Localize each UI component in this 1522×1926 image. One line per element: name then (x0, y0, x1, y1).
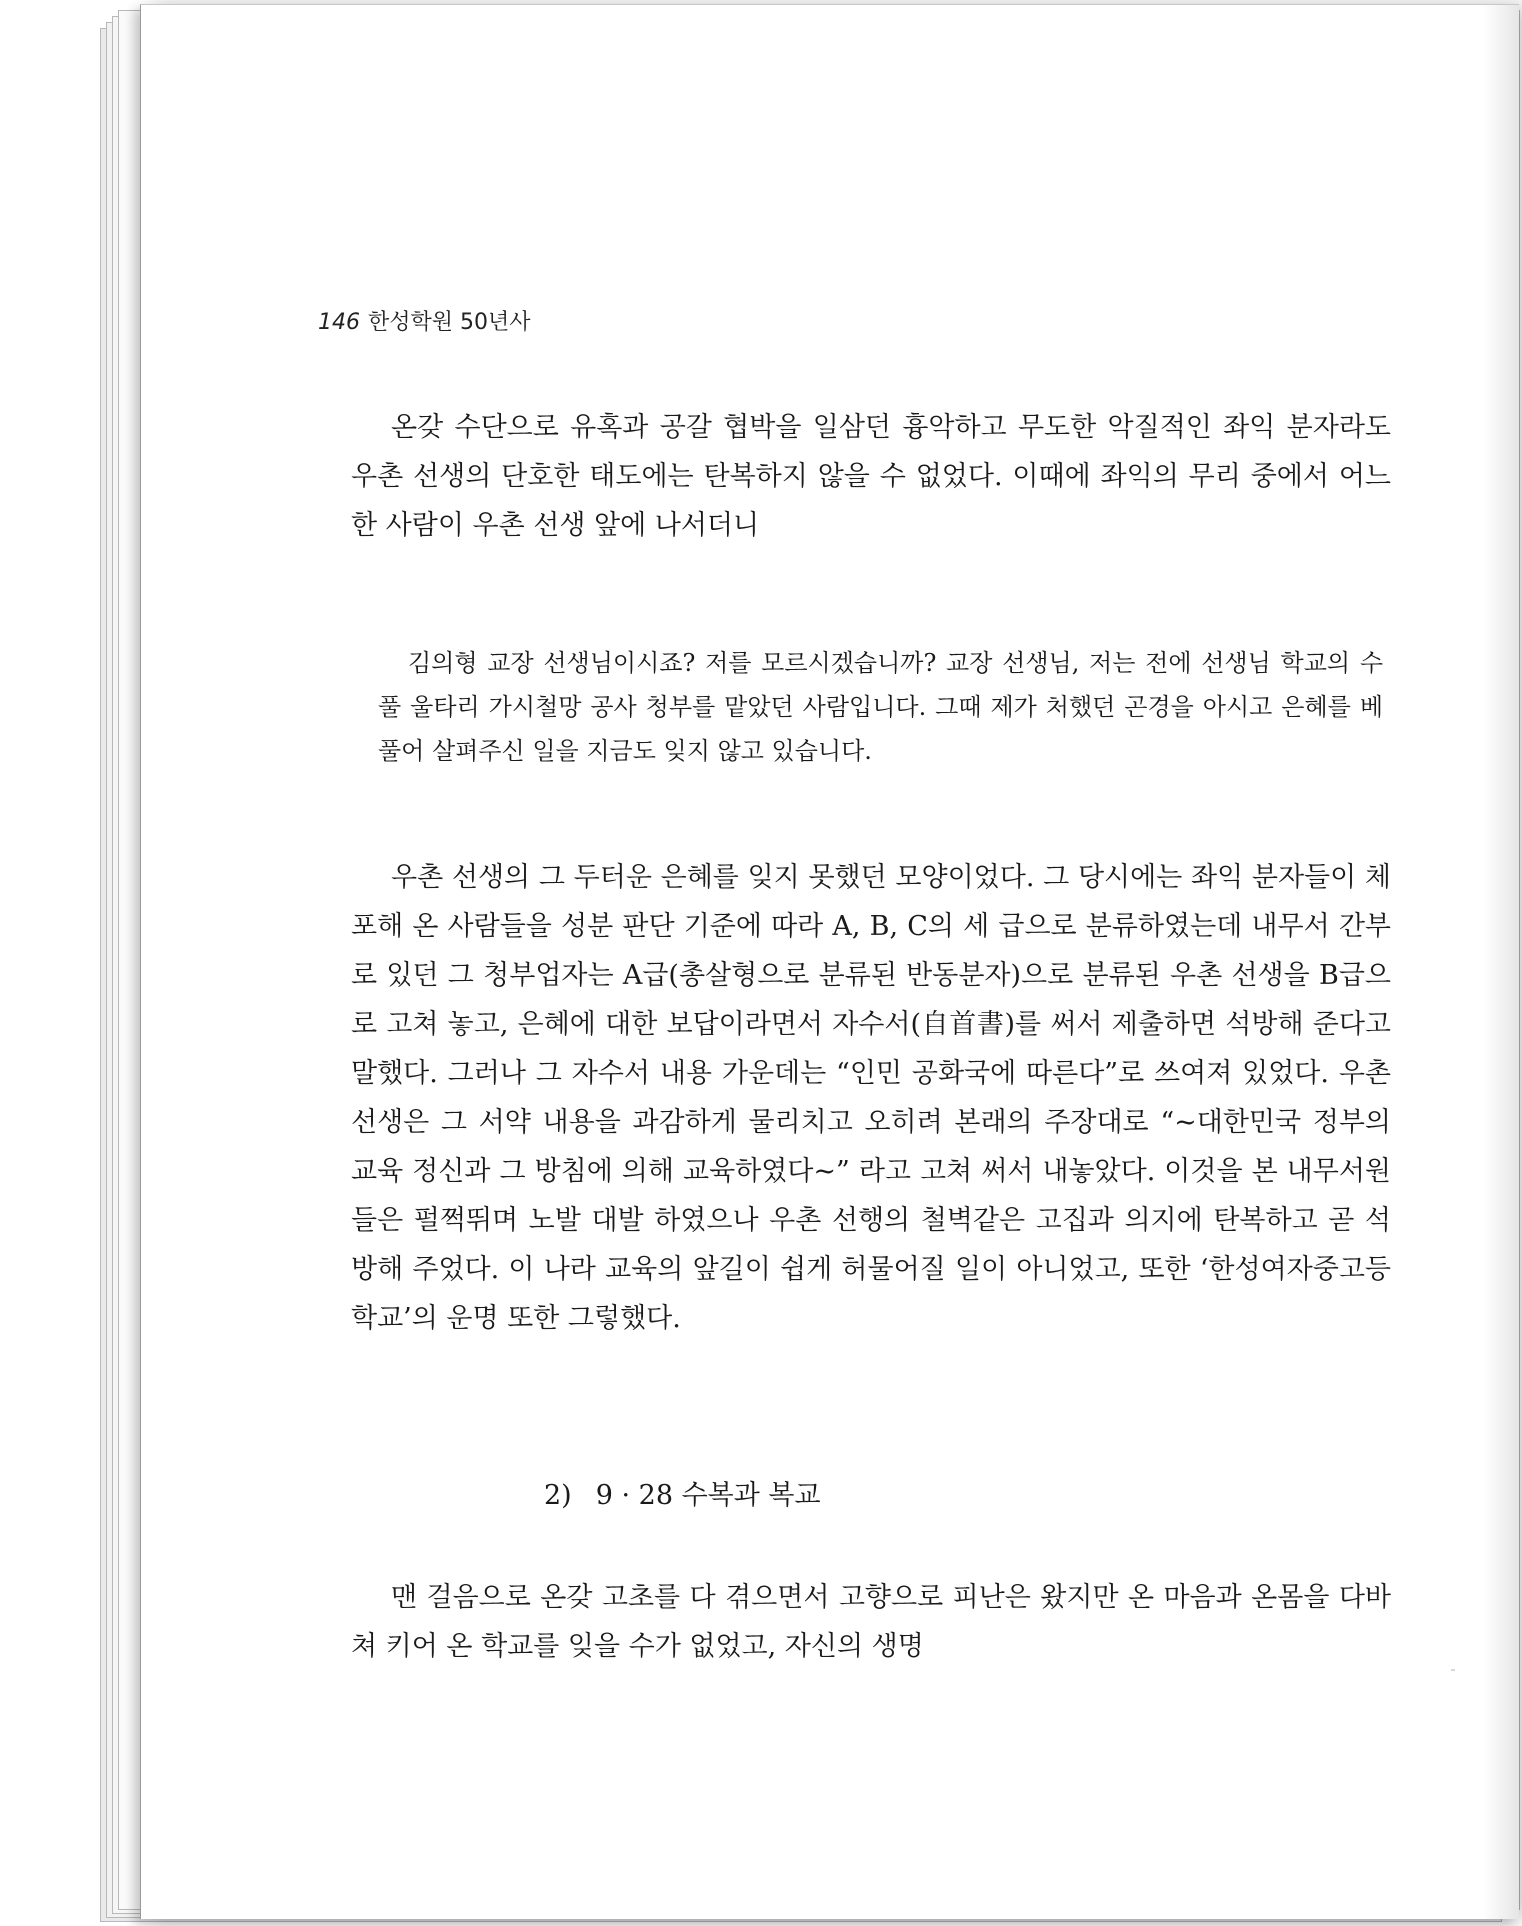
quoted-speech: 김의형 교장 선생님이시죠? 저를 모르시겠습니까? 교장 선생님, 저는 전에 선생님 학교의 수풀 울타리 가시철망 공사 청부를 맡았던 사람입니다. 그때 제가 처했던 곤경을 아시고 은혜를 베풀어 살펴주신 일을 지금도 잊지 않고 있습니다. (378, 649, 1383, 765)
paragraph-2 (351, 853, 1391, 1343)
section-heading (544, 1473, 821, 1512)
page-number: 146 (318, 310, 360, 335)
book-page (140, 4, 1519, 1919)
paragraph-1 (351, 403, 1391, 550)
scan-speck (1451, 1669, 1455, 1671)
paragraph-text: 우촌 선생의 그 두터운 은혜를 잊지 못했던 모양이었다. 그 당시에는 좌익 분자들이 체포해 온 사람들을 성분 판단 기준에 따라 A, B, C의 세 급으로 분류하였는데 내무서 간부로 있던 그 청부업자는 A급(총살형으로 분류된 반동분자)으로 분류된 우촌 선생을 B급으로 고쳐 놓고, 은혜에 대한 보답이라면서 자수서(自首書)를 써서 제출하면 석방해 준다고 말했다. 그러나 그 자수서 내용 가운데는 “인민 공화국에 따른다”로 쓰여져 있었다. 우촌 선생은 그 서약 내용을 과감하게 물리치고 오히려 본래의 주장대로 “~대한민국 정부의 교육 정신과 그 방침에 의해 교육하였다~” 라고 고쳐 써서 내놓았다. 이것을 본 내무서원들은 펄쩍뛰며 노발 대발 하였으나 우촌 선행의 철벽같은 고집과 의지에 탄복하고 곧 석방해 주었다. 이 나라 교육의 앞길이 쉽게 허물어질 일이 아니었고, 또한 ‘한성여자중고등학교’의 운명 또한 그렇했다. (351, 862, 1391, 1334)
page-shadow (1483, 5, 1519, 1919)
paragraph-3 (351, 1573, 1391, 1671)
section-title: 9 · 28 수복과 복교 (595, 1480, 821, 1511)
running-head (318, 305, 531, 336)
book-title: 한성학원 50년사 (368, 310, 531, 335)
paragraph-text: 맨 걸음으로 온갖 고초를 다 겪으면서 고향으로 피난은 왔지만 온 마음과 온몸을 다바쳐 키어 온 학교를 잊을 수가 없었고, 자신의 생명 (351, 1582, 1391, 1662)
paragraph-text: 온갖 수단으로 유혹과 공갈 협박을 일삼던 흉악하고 무도한 악질적인 좌익 분자라도 우촌 선생의 단호한 태도에는 탄복하지 않을 수 없었다. 이때에 좌익의 무리 중에서 어느 한 사람이 우촌 선생 앞에 나서더니 (351, 412, 1391, 541)
section-number: 2) (544, 1480, 572, 1511)
